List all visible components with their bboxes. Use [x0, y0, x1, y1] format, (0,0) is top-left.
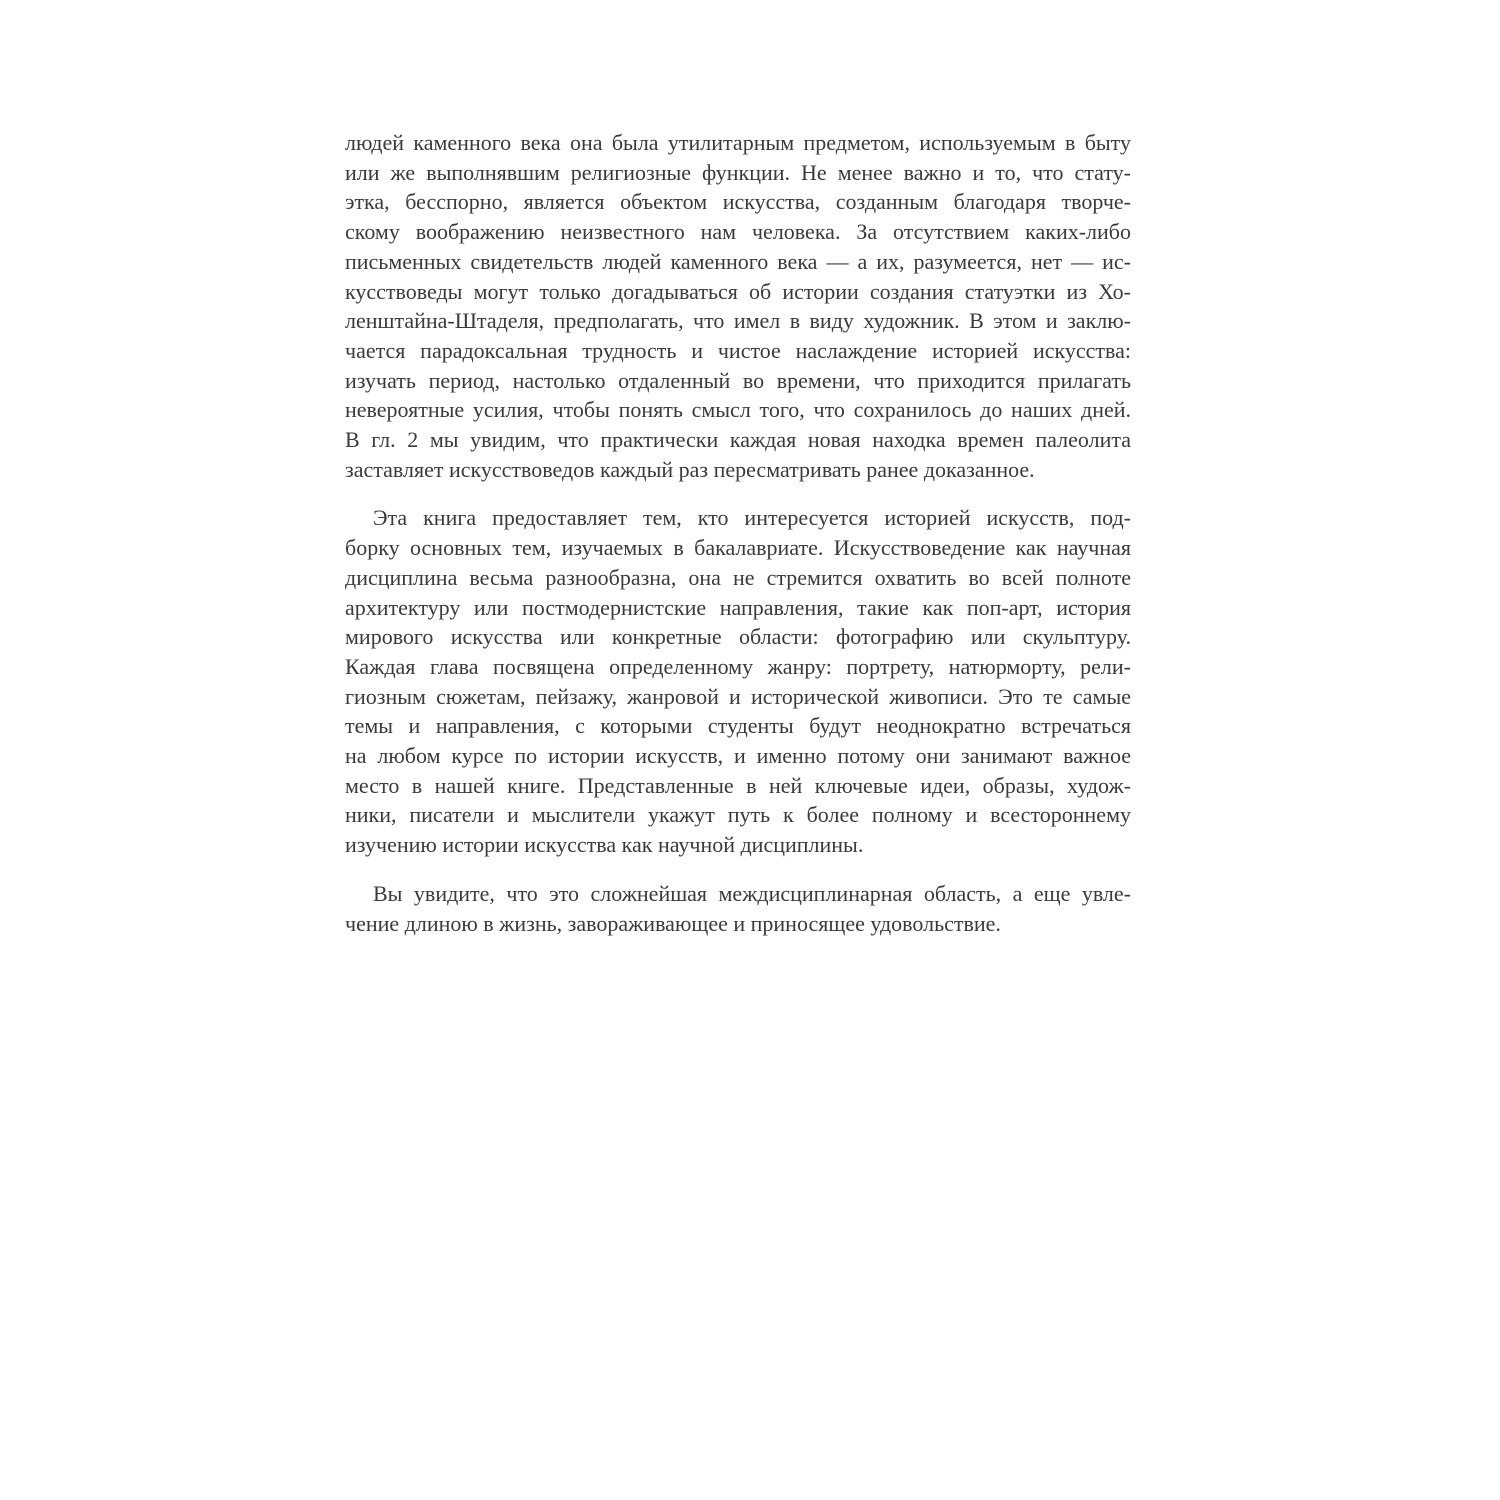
text-line: Эта книга предоставляет тем, кто интересуется историей искусств, под- [373, 505, 1131, 531]
text-line: скому воображению неизвестного нам человека. За отсутствием каких-либо [345, 219, 1131, 245]
text-block [345, 128, 1131, 938]
text-line: изучать период, настолько отдаленный во времени, что приходится прилагать [345, 367, 1131, 393]
text-line: чается парадоксальная трудность и чистое наслаждение историей искусства: [345, 337, 1131, 363]
text-line: Каждая глава посвящена определенному жанру: портрету, натюрморту, рели- [345, 653, 1131, 679]
text-line: заставляет искусствоведов каждый раз пересматривать ранее доказанное. [345, 456, 1035, 482]
text-line: чение длиною в жизнь, завораживающее и приносящее удовольствие. [345, 910, 1001, 936]
text-line: письменных свидетельств людей каменного века — а их, разумеется, нет — ис- [345, 248, 1131, 274]
text-line: или же выполнявшим религиозные функции. Не менее важно и то, что стату- [345, 159, 1131, 185]
text-line: мирового искусства или конкретные области: фотографию или скульптуру. [345, 624, 1131, 650]
text-line: место в нашей книге. Представленные в ней ключевые идеи, образы, худож- [345, 772, 1131, 798]
paragraph [345, 503, 1131, 859]
paragraph [345, 128, 1131, 484]
text-line: невероятные усилия, чтобы понять смысл того, что сохранилось до наших дней. [345, 397, 1131, 423]
text-line: кусствоведы могут только догадываться об истории создания статуэтки из Хо- [345, 278, 1131, 304]
text-line: борку основных тем, изучаемых в бакалавриате. Искусствоведение как научная [345, 535, 1131, 561]
text-line: ники, писатели и мыслители укажут путь к более полному и всестороннему [345, 802, 1131, 828]
text-line: изучению истории искусства как научной дисциплины. [345, 832, 864, 858]
text-line: архитектуру или постмодернистские направления, такие как поп-арт, история [345, 594, 1131, 620]
text-line: людей каменного века она была утилитарным предметом, используемым в быту [345, 130, 1131, 155]
text-line: дисциплина весьма разнообразна, она не стремится охватить во всей полноте [345, 564, 1131, 590]
text-line: темы и направления, с которыми студенты будут неоднократно встречаться [345, 713, 1131, 739]
text-line: В гл. 2 мы увидим, что практически каждая новая находка времен палеолита [345, 427, 1131, 453]
text-line: гиозным сюжетам, пейзажу, жанровой и исторической живописи. Это те самые [345, 683, 1131, 709]
text-line: ленштайна-Штаделя, предполагать, что имел в виду художник. В этом и заклю- [345, 308, 1131, 334]
text-line: на любом курсе по истории искусств, и именно потому они занимают важное [345, 743, 1131, 769]
text-line: этка, бесспорно, является объектом искусства, созданным благодаря творче- [345, 189, 1131, 215]
paragraph [345, 879, 1131, 938]
text-line: Вы увидите, что это сложнейшая междисциплинарная область, а еще увле- [373, 880, 1131, 906]
